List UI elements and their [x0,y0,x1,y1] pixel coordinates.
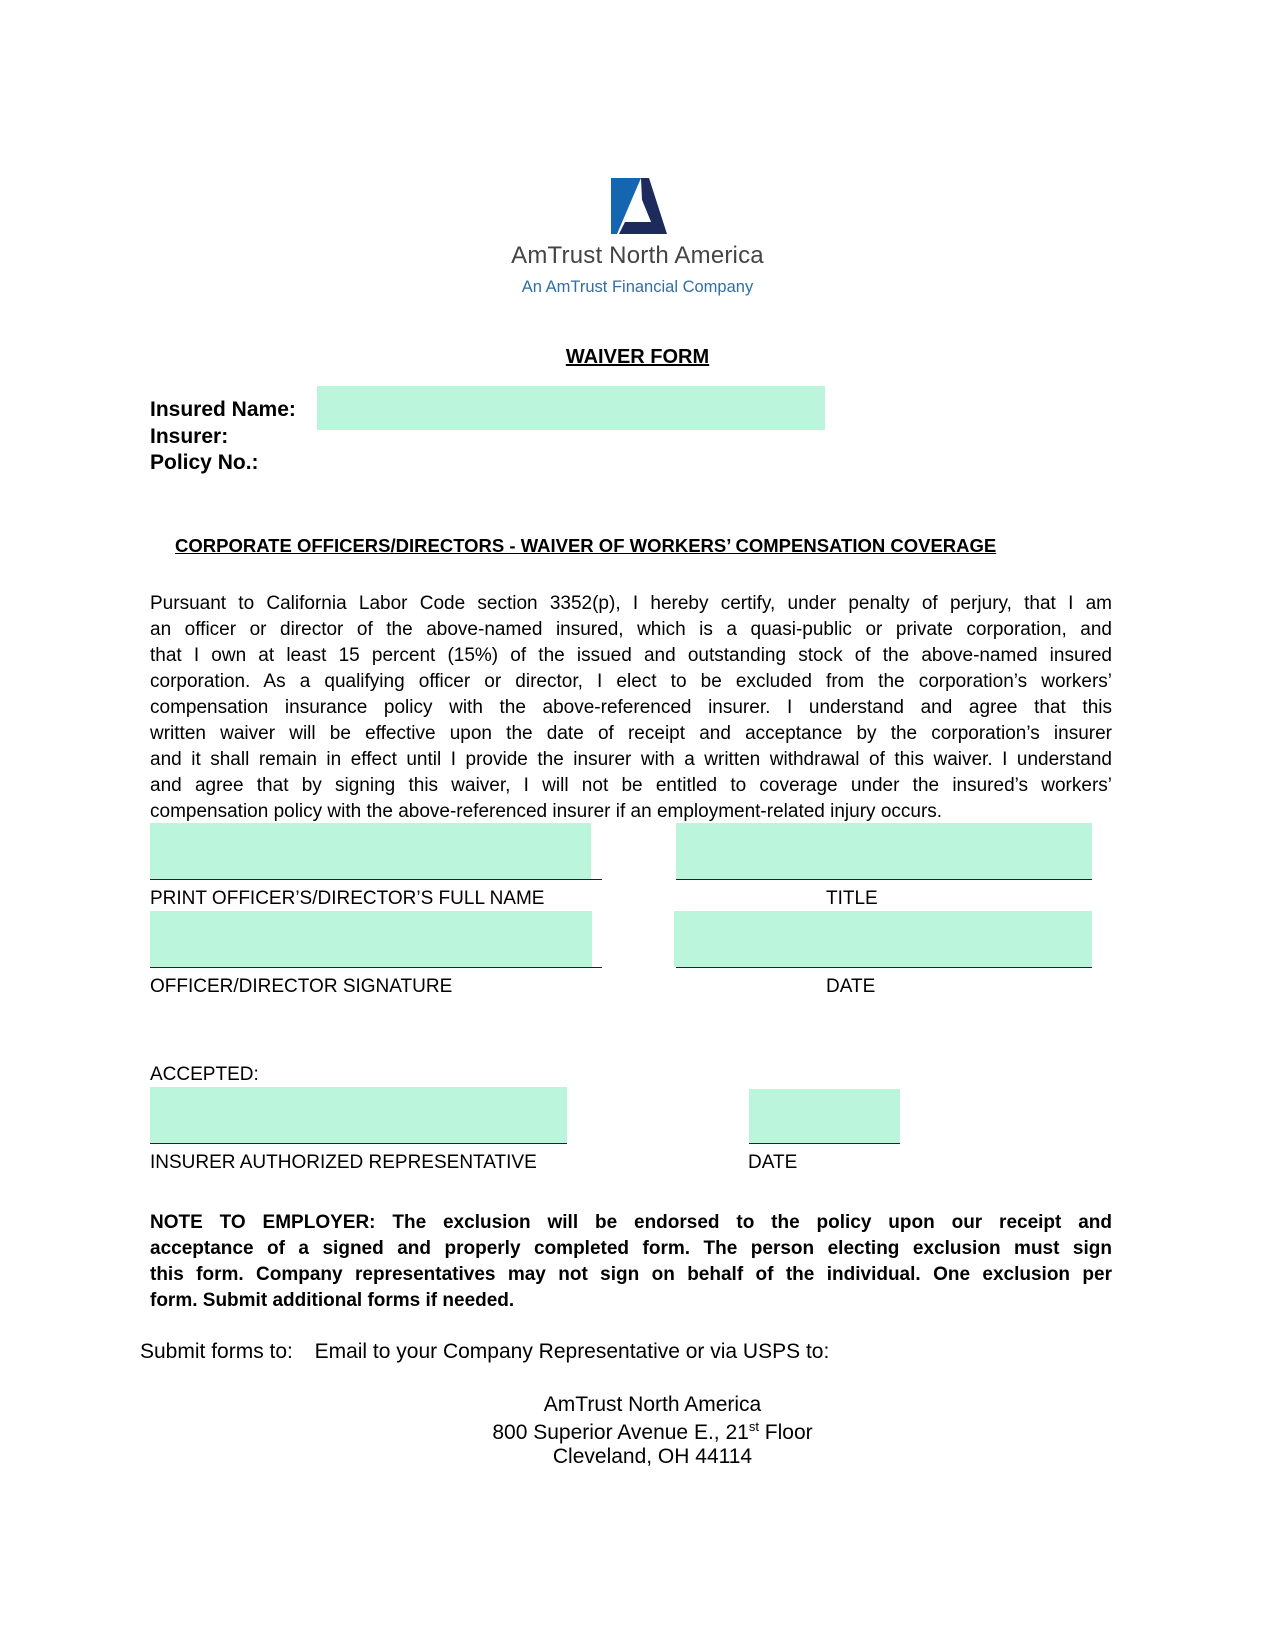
insurer-label: Insurer: [150,425,229,448]
insured-name-field[interactable] [317,386,825,430]
form-title: WAIVER FORM [565,346,710,368]
signature-caption: OFFICER/DIRECTOR SIGNATURE [150,976,453,997]
insurer-date-field[interactable] [749,1089,900,1143]
section-heading: CORPORATE OFFICERS/DIRECTORS - WAIVER OF WORKERS’ COMPENSATION COVERAGE [175,535,997,556]
submit-text: Email to your Company Representative or via USPS to: [314,1340,830,1363]
body-line: corporation. As a qualifying officer or director, I elect to be excluded from the corporation’s workers’ [150,671,1112,692]
insurer-rep-caption: INSURER AUTHORIZED REPRESENTATIVE [150,1152,537,1173]
officer-date-rule [676,967,1092,968]
amtrust-logo-icon [611,178,667,234]
full-name-rule [150,879,602,880]
body-line: that I own at least 15 percent (15%) of the issued and outstanding stock of the above-named insured [150,645,1112,666]
officer-full-name-field[interactable] [150,823,591,879]
address-floor: Floor [758,1421,813,1444]
address-line-3: Cleveland, OH 44114 [552,1445,753,1468]
insured-name-label: Insured Name: [150,398,296,421]
body-line: and agree that by signing this waiver, I will not be entitled to coverage under the insured’s workers’ [150,775,1112,796]
signature-rule [150,967,602,968]
note-line: this form. Company representatives may not sign on behalf of the individual. One exclusion per [150,1264,1112,1285]
address-ordinal: st [748,1419,759,1434]
title-caption: TITLE [826,888,878,909]
insurer-rep-rule [150,1143,567,1144]
insurer-date-caption: DATE [748,1152,798,1173]
brand-name: AmTrust North America [511,242,764,269]
full-name-caption: PRINT OFFICER’S/DIRECTOR’S FULL NAME [150,888,545,909]
body-line: and it shall remain in effect until I provide the insurer with a written withdrawal of this waiver. I understand [150,749,1112,770]
address-street: 800 Superior Avenue E., 21 [492,1421,749,1444]
policy-number-label: Policy No.: [150,451,259,474]
note-line: NOTE TO EMPLOYER: The exclusion will be endorsed to the policy upon our receipt and [150,1212,1112,1233]
address-line-1: AmTrust North America [543,1393,762,1416]
brand-tagline: An AmTrust Financial Company [521,278,754,296]
officer-signature-field[interactable] [150,911,592,967]
body-line: Pursuant to California Labor Code section 3352(p), I hereby certify, under penalty of perjury, that I am [150,593,1112,614]
insurer-date-rule [749,1143,900,1144]
accepted-label: ACCEPTED: [150,1064,259,1085]
body-line: compensation policy with the above-referenced insurer if an employment-related injury occurs. [150,801,943,822]
address-line-2 [400,1419,905,1445]
submit-label: Submit forms to: [140,1340,293,1363]
insurer-rep-field[interactable] [150,1087,567,1143]
note-line: acceptance of a signed and properly completed form. The person electing exclusion must sign [150,1238,1112,1259]
body-line: written waiver will be effective upon the date of receipt and acceptance by the corporation’s insurer [150,723,1112,744]
submit-instructions [140,1340,829,1364]
officer-title-field[interactable] [676,823,1092,879]
body-line: an officer or director of the above-named insured, which is a quasi-public or private corporation, and [150,619,1112,640]
waiver-body-text [150,591,1112,825]
note-to-employer [150,1210,1112,1314]
officer-date-caption: DATE [826,976,876,997]
body-line: compensation insurance policy with the above-referenced insurer. I understand and agree that this [150,697,1112,718]
officer-date-field[interactable] [674,911,1092,967]
title-rule [676,879,1092,880]
note-line: form. Submit additional forms if needed. [150,1290,515,1311]
